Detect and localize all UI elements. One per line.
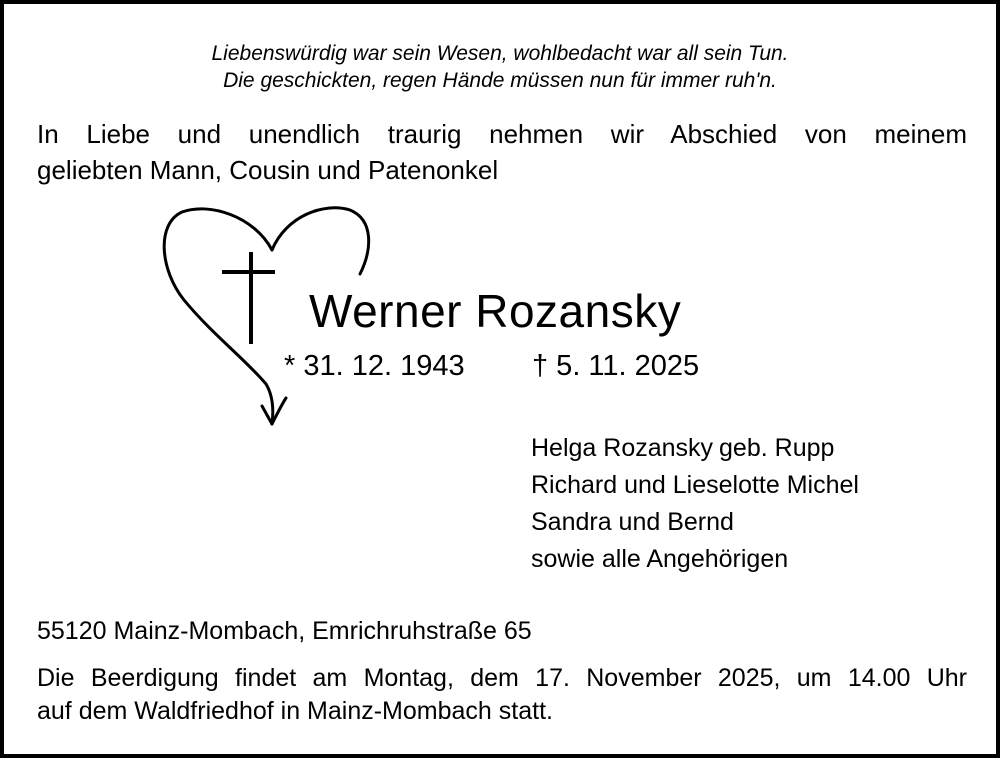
intro-line-1: In Liebe und unendlich traurig nehmen wir Abschied von meinem — [37, 119, 967, 149]
memorial-poem — [4, 40, 996, 94]
mourner-row-2: Richard und Lieselotte Michel — [531, 471, 859, 499]
mourners-list — [531, 430, 859, 578]
family-address: 55120 Mainz-Mombach, Emrichruhstraße 65 — [37, 617, 532, 645]
funeral-line-2: auf dem Waldfriedhof in Mainz-Mombach statt. — [37, 697, 553, 725]
deceased-name: Werner Rozansky — [309, 285, 682, 337]
cross-icon — [222, 252, 275, 344]
mourner-row-4: sowie alle Angehörigen — [531, 545, 789, 573]
birth-date: * 31. 12. 1943 — [284, 350, 465, 382]
funeral-notice — [37, 662, 967, 728]
mourner-row-1 — [531, 430, 859, 467]
funeral-line-1: Die Beerdigung findet am Montag, dem 17. November 2025, um 14.00 Uhr — [37, 664, 967, 692]
intro-line-2: geliebten Mann, Cousin und Patenonkel — [37, 155, 499, 185]
farewell-intro — [37, 116, 967, 188]
maiden-name: geb. Rupp — [719, 434, 835, 462]
poem-line-2: Die geschickten, regen Hände müssen nun für immer ruh'n. — [223, 69, 777, 92]
poem-line-1: Liebenswürdig war sein Wesen, wohlbedacht war all sein Tun. — [211, 42, 789, 65]
death-date: † 5. 11. 2025 — [532, 350, 700, 382]
mourner-name: Helga Rozansky — [531, 434, 714, 462]
mourner-row-3: Sandra und Bernd — [531, 508, 734, 536]
